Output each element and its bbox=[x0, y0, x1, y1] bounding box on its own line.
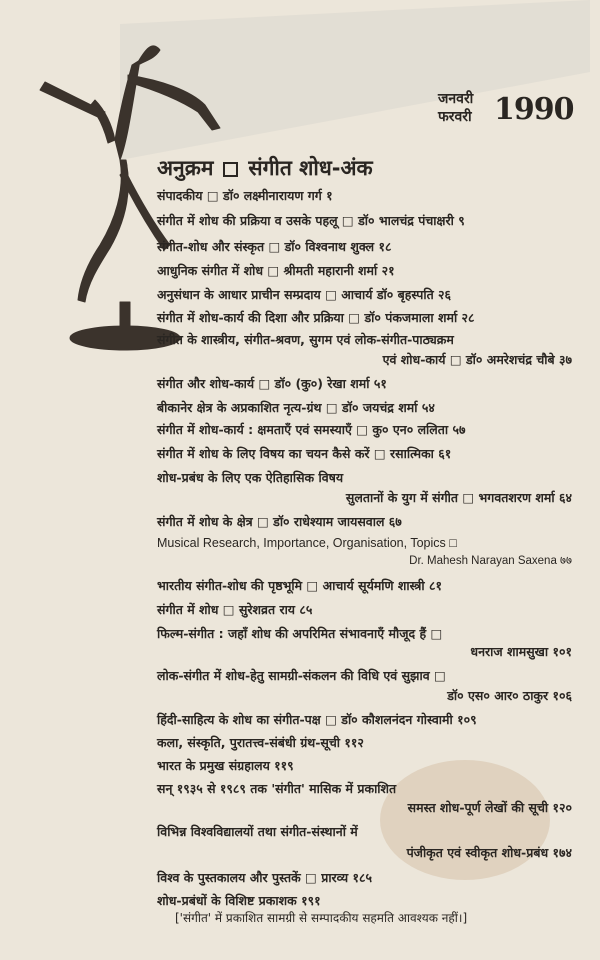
toc-entry: संगीत और शोध-कार्य □ डॉ० (कु०) रेखा शर्मा ५१ bbox=[157, 376, 387, 391]
toc-entry: संगीत में शोध-कार्य की दिशा और प्रक्रिया □ डॉ० पंकजमाला शर्मा २८ bbox=[157, 310, 475, 325]
toc-entry: Musical Research, Importance, Organisation, Topics □ bbox=[157, 536, 457, 550]
toc-entry: पंजीकृत एवं स्वीकृत शोध-प्रबंध १७४ bbox=[406, 845, 572, 860]
toc-entry: लोक-संगीत में शोध-हेतु सामग्री-संकलन की विधि एवं सुझाव □ bbox=[157, 668, 446, 683]
toc-entry: संगीत में शोध □ सुरेशव्रत राय ८५ bbox=[157, 602, 313, 617]
toc-entry: फिल्म-संगीत : जहाँ शोध की अपरिमित संभावनाएँ मौजूद हैं □ bbox=[157, 626, 443, 641]
toc-entry: संगीत में शोध-कार्य : क्षमताएँ एवं समस्याएँ □ कु० एन० ललिता ५७ bbox=[157, 422, 466, 437]
toc-entry: सुलतानों के युग में संगीत □ भगवतशरण शर्मा ६४ bbox=[345, 490, 572, 505]
toc-entry: संगीत में शोध की प्रक्रिया व उसके पहलू □ डॉ० भालचंद्र पंचाक्षरी ९ bbox=[157, 213, 465, 228]
toc-entry: विभिन्न विश्वविद्यालयों तथा संगीत-संस्थानों में bbox=[157, 824, 358, 839]
toc-entry: डॉ० एस० आर० ठाकुर १०६ bbox=[447, 688, 572, 703]
toc-entry: संगीत में शोध के लिए विषय का चयन कैसे करें □ रसात्मिका ६१ bbox=[157, 446, 452, 461]
toc-entry: भारत के प्रमुख संग्रहालय ११९ bbox=[157, 758, 294, 773]
toc-entry: भारतीय संगीत-शोध की पृष्ठभूमि □ आचार्य सूर्यमणि शास्त्री ८१ bbox=[157, 578, 443, 593]
toc-entry: विश्व के पुस्तकालय और पुस्तकें □ प्रारव्य १८५ bbox=[157, 870, 373, 885]
editorial-disclaimer: ['संगीत' में प्रकाशित सामग्री से सम्पादकीय सहमति आवश्यक नहीं।] bbox=[175, 911, 468, 925]
toc-entry: अनुसंधान के आधार प्राचीन सम्प्रदाय □ आचार्य डॉ० बृहस्पति २६ bbox=[157, 287, 452, 302]
issue-theme: संगीत शोध-अंक bbox=[248, 156, 373, 180]
toc-entry: शोध-प्रबंध के लिए एक ऐतिहासिक विषय bbox=[157, 470, 344, 485]
issue-month: फरवरी bbox=[438, 109, 472, 125]
toc-entry: कला, संस्कृति, पुरातत्त्व-संबंधी ग्रंथ-सूची ११२ bbox=[157, 735, 364, 750]
toc-entry: धनराज शामसुखा १०१ bbox=[470, 644, 572, 659]
toc-entry: संगीत के शास्त्रीय, संगीत-श्रवण, सुगम एवं लोक-संगीत-पाठ्यक्रम bbox=[157, 332, 454, 347]
toc-entry: बीकानेर क्षेत्र के अप्रकाशित नृत्य-ग्रंथ □ डॉ० जयचंद्र शर्मा ५४ bbox=[157, 400, 435, 415]
toc-entry: हिंदी-साहित्य के शोध का संगीत-पक्ष □ डॉ० कौशलनंदन गोस्वामी १०९ bbox=[157, 712, 477, 727]
toc-entry: संगीत-शोध और संस्कृत □ डॉ० विश्वनाथ शुक्ल १८ bbox=[157, 239, 392, 254]
toc-entry: एवं शोध-कार्य □ डॉ० अमरेशचंद्र चौबे ३७ bbox=[382, 352, 572, 367]
contents-title: अनुक्रम bbox=[157, 156, 214, 180]
toc-entry: संगीत में शोध के क्षेत्र □ डॉ० राधेश्याम जायसवाल ६७ bbox=[157, 514, 402, 529]
toc-entry: Dr. Mahesh Narayan Saxena ७७ bbox=[409, 555, 572, 567]
toc-entry: संपादकीय □ डॉ० लक्ष्मीनारायण गर्ग १ bbox=[157, 188, 333, 203]
toc-entry: शोध-प्रबंधों के विशिष्ट प्रकाशक १९१ bbox=[157, 893, 321, 908]
toc-entry: समस्त शोध-पूर्ण लेखों की सूची १२० bbox=[407, 800, 572, 815]
issue-year: 1990 bbox=[494, 92, 574, 127]
issue-month: जनवरी bbox=[438, 91, 474, 107]
toc-entry: सन् १९३५ से १९८९ तक 'संगीत' मासिक में प्रकाशित bbox=[157, 781, 397, 796]
toc-entry: आधुनिक संगीत में शोध □ श्रीमती महारानी शर्मा २१ bbox=[157, 263, 395, 278]
